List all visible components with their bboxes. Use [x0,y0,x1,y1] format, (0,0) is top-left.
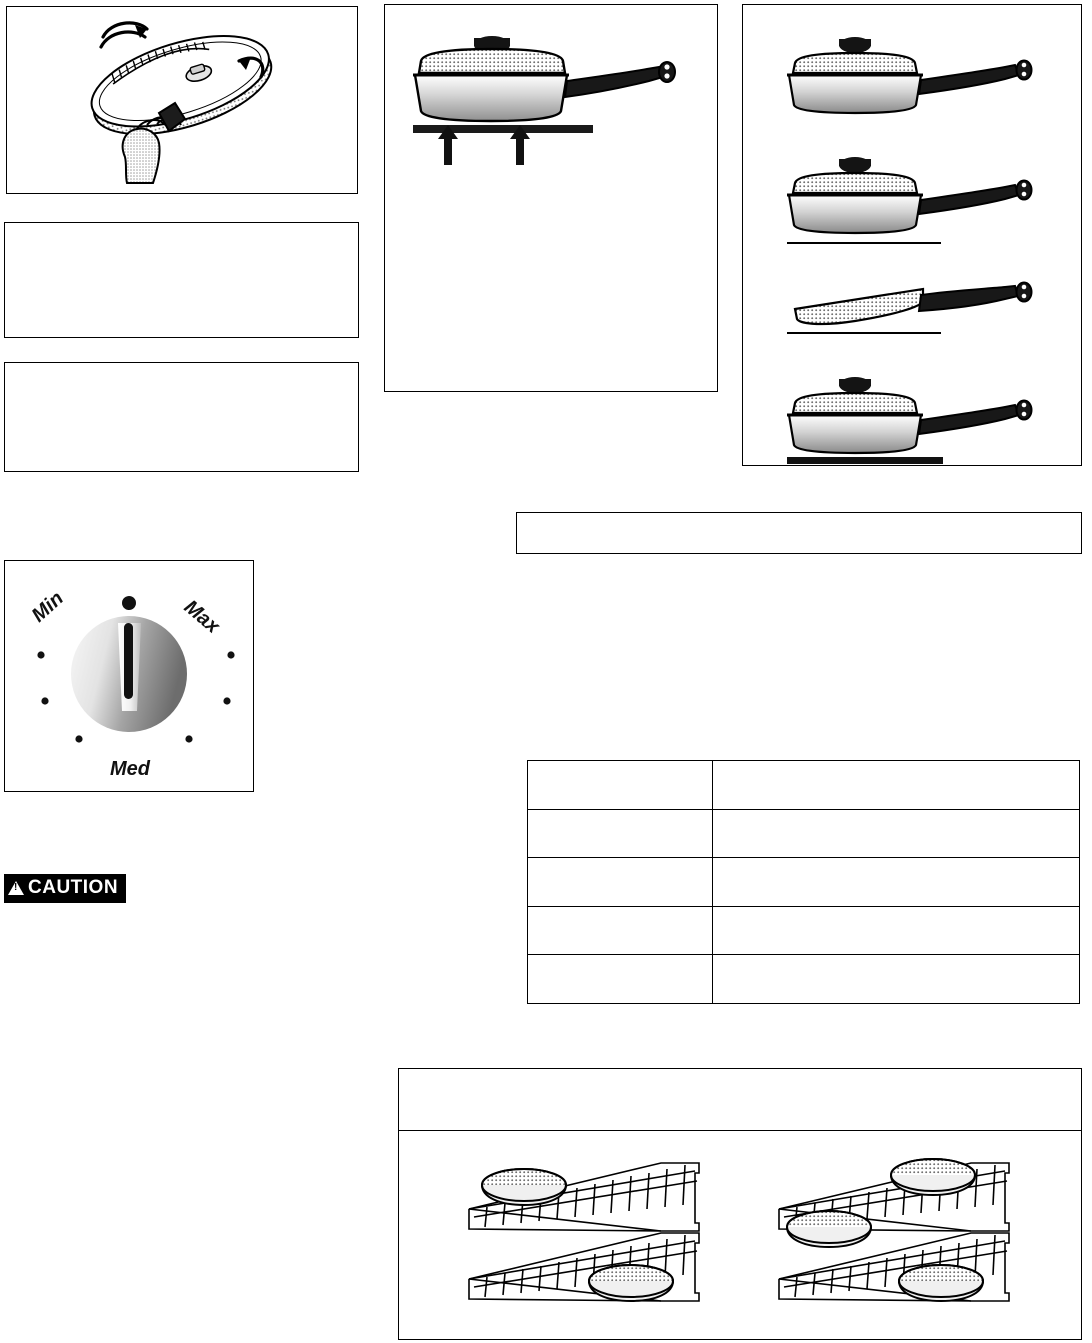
table-row [528,809,1080,858]
table-cell-description [713,761,1080,810]
knob-label-max: Max [179,595,224,638]
table-cell-setting [528,955,713,1004]
pan-contact-states-figure [742,4,1082,466]
pan-contact-states-drawing [743,5,1080,464]
wide-note-bar [516,512,1082,554]
knob-label-min: Min [27,587,68,627]
oven-rack-placement-drawing [399,1131,1080,1337]
caution-badge [4,874,126,903]
table-row [528,761,1080,810]
warning-triangle-icon [8,881,24,895]
table-cell-setting [528,761,713,810]
table-cell-description [713,906,1080,955]
knob-label-med: Med [110,758,150,780]
table-cell-setting [528,858,713,907]
settings-table [527,760,1080,1004]
table-row [528,906,1080,955]
burner-control-knob-figure[interactable] [4,560,254,792]
note-box-lower [4,362,359,472]
oven-rack-placement-figure [398,1068,1082,1340]
pan-with-arrows-drawing [385,5,716,390]
oven-rack-caption [399,1069,1081,1131]
table-row [528,955,1080,1004]
table-row [528,858,1080,907]
table-cell-setting [528,809,713,858]
hand-turning-lid-figure [6,6,358,194]
pan-with-arrows-figure [384,4,718,392]
caution-label: CAUTION [28,877,119,898]
note-box-upper [4,222,359,338]
table-cell-description [713,955,1080,1004]
burner-control-knob-drawing[interactable] [5,561,253,791]
table-cell-setting [528,906,713,955]
table-cell-description [713,858,1080,907]
hand-turning-lid-drawing [7,7,357,193]
table-cell-description [713,809,1080,858]
